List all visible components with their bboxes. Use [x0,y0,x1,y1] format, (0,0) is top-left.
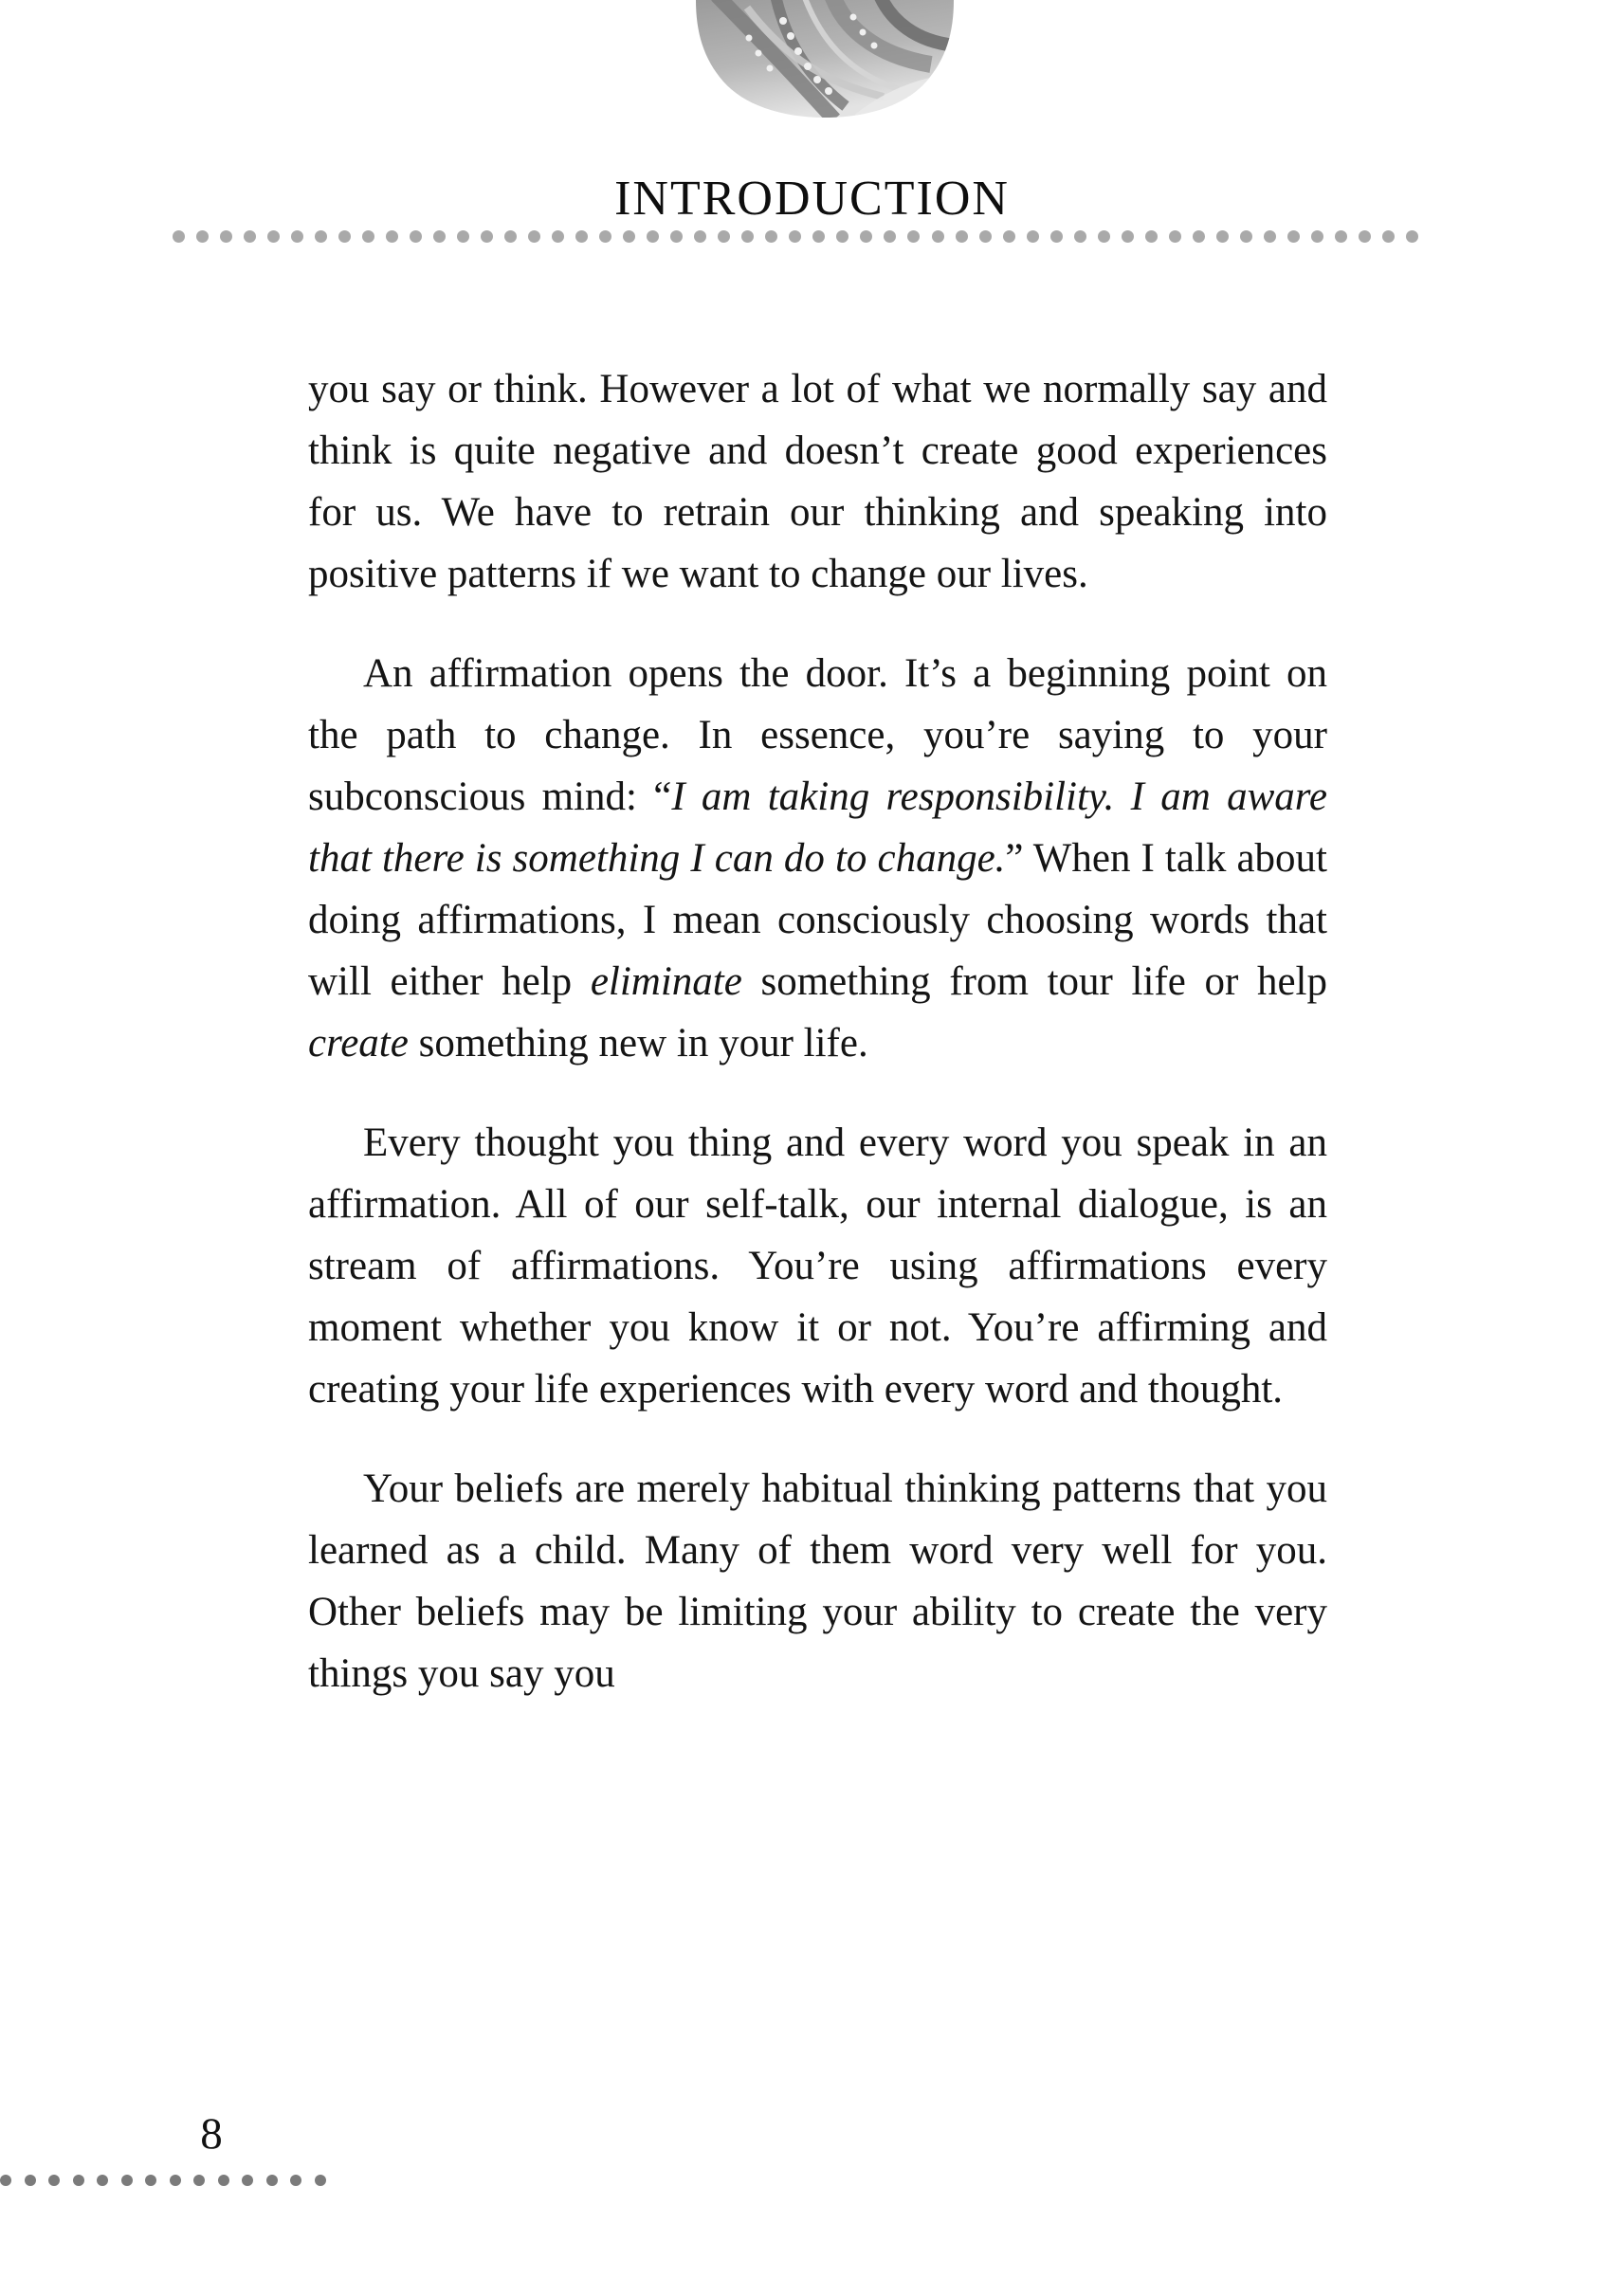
divider-dot [1074,230,1086,243]
divider-dot [291,230,303,243]
divider-dot [1003,230,1015,243]
divider-dot [552,230,564,243]
divider-dot [1216,230,1229,243]
italic-text: eliminate [590,959,742,1004]
divider-dot [315,230,327,243]
paragraph [308,1458,1327,1704]
divider-dot [1027,230,1039,243]
divider-dot [599,230,611,243]
divider-dot [1382,230,1395,243]
divider-dot [386,230,398,243]
divider-dot [244,230,256,243]
marbled-ornament-image [692,0,958,118]
divider-dot [647,230,659,243]
divider-dot [1193,230,1205,243]
divider-dot [170,2175,181,2186]
divider-dot [884,230,896,243]
body-text: something new in your life. [408,1021,868,1066]
divider-dot [315,2175,326,2186]
divider-dot [623,230,635,243]
divider-dot [433,230,446,243]
divider-dot [789,230,801,243]
divider-dot [1264,230,1276,243]
italic-text: create [308,1021,409,1066]
divider-dot [193,2175,205,2186]
body-text-column [308,358,1327,1742]
divider-dot [812,230,825,243]
divider-dot [290,2175,301,2186]
divider-dot [670,230,683,243]
divider-dot [220,230,232,243]
divider-dot [242,2175,253,2186]
divider-dot [48,2175,60,2186]
body-text: something from tour life or help [741,959,1327,1004]
divider-dot [1169,230,1181,243]
divider-dot [979,230,992,243]
body-text: you say or think. However a lot of what we normally say and think is quite negative and doesn’t create good experiences for us. We have to retrain our thinking and speaking into positive patterns if we want to change our lives. [308,367,1327,596]
body-text: Every thought you thing and every word you speak in an affirmation. All of our self-talk, our internal dialogue, is an stream of affirmations. You’re using affirmations every moment whether you know it or not. You’re affirming and creating your life experiences with every word and thought. [308,1121,1327,1412]
divider-dot [932,230,944,243]
body-text: An affirmation opens the door. It’s a beginning point on the path to change. In essence, you’re saying to your subconscious mind: “ [308,651,1327,819]
paragraph [308,358,1327,605]
divider-dot [0,2175,11,2186]
top-dots-divider [173,230,1418,243]
divider-dot [860,230,872,243]
divider-dot [694,230,706,243]
divider-dot [481,230,493,243]
divider-dot [457,230,469,243]
divider-dot [1122,230,1134,243]
paragraph [308,643,1327,1074]
divider-dot [836,230,848,243]
divider-dot [741,230,754,243]
divider-dot [1098,230,1110,243]
divider-dot [765,230,777,243]
divider-dot [575,230,588,243]
divider-dot [1359,230,1371,243]
divider-dot [504,230,517,243]
divider-dot [173,230,185,243]
divider-dot [1406,230,1418,243]
body-text: Your beliefs are merely habitual thinking patterns that you learned as a child. Many of them word very well for you. Other beliefs may be limiting your ability to create the very things you say you [308,1467,1327,1696]
divider-dot [25,2175,36,2186]
body-text: ” When I talk about doing affirmations, I mean consciously choosing words that will either help [308,836,1328,1004]
divider-dot [97,2175,108,2186]
divider-dot [528,230,540,243]
divider-dot [145,2175,156,2186]
divider-dot [956,230,968,243]
divider-dot [907,230,920,243]
divider-dot [718,230,730,243]
divider-dot [1050,230,1063,243]
divider-dot [218,2175,229,2186]
chapter-title: INTRODUCTION [614,172,1010,226]
italic-text: I am taking responsibility. I am aware that there is something I can do to change. [308,774,1327,881]
divider-dot [1145,230,1158,243]
divider-dot [121,2175,133,2186]
divider-dot [266,2175,278,2186]
divider-dot [1240,230,1252,243]
divider-dot [73,2175,84,2186]
page-number: 8 [200,2109,223,2159]
divider-dot [196,230,209,243]
divider-dot [1311,230,1323,243]
divider-dot [410,230,422,243]
divider-dot [1287,230,1300,243]
bottom-dots-divider [0,2175,326,2186]
paragraph [308,1112,1327,1420]
divider-dot [362,230,374,243]
divider-dot [1335,230,1347,243]
divider-dot [267,230,280,243]
divider-dot [338,230,351,243]
